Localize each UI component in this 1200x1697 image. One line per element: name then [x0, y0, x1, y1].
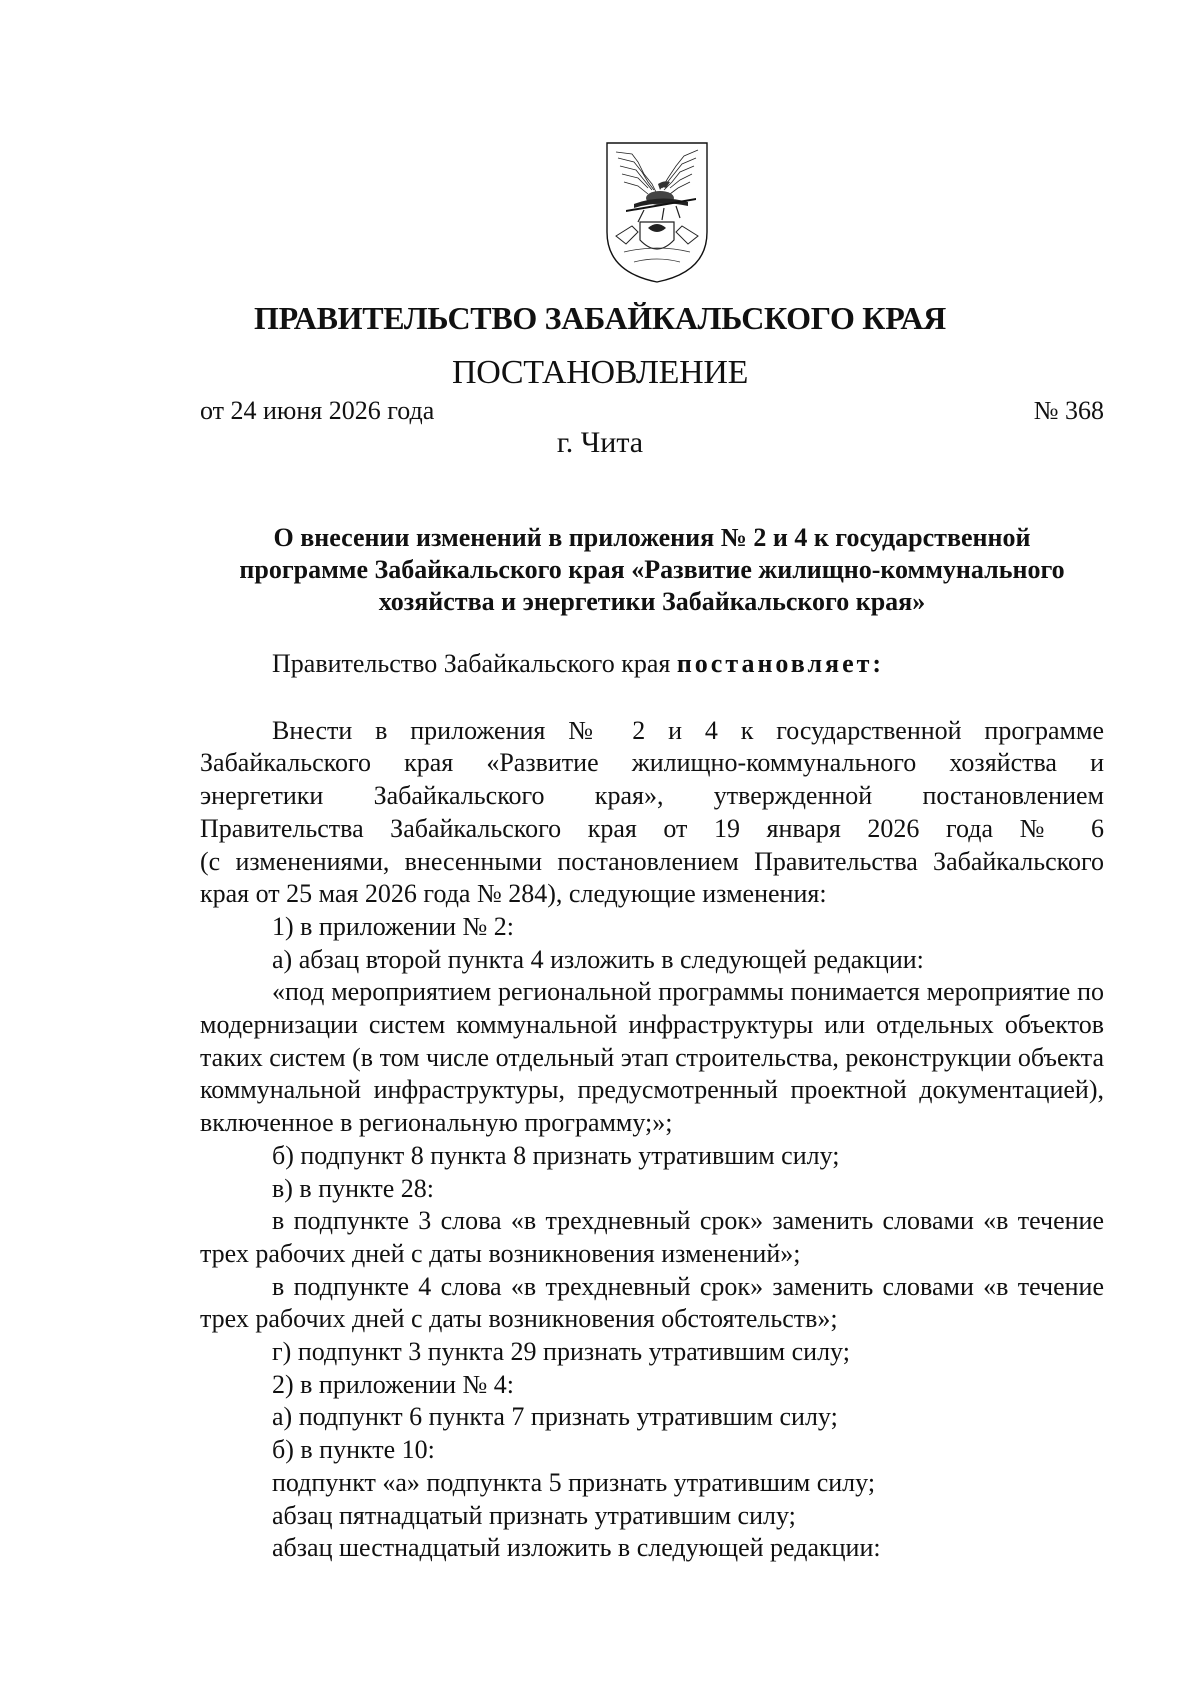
- list-item: абзац шестнадцатый изложить в следующей редакции:: [272, 1533, 881, 1563]
- title-line: программе Забайкальского края «Развитие жилищно-коммунального: [239, 555, 1065, 584]
- list-item: б) подпункт 8 пункта 8 признать утратившим силу;: [272, 1140, 840, 1170]
- list-item: а) подпункт 6 пункта 7 признать утратившим силу;: [272, 1402, 838, 1432]
- intro-line: (с изменениями, внесенными постановлением Правительства Забайкальского: [200, 846, 1104, 876]
- list-item: а) абзац второй пункта 4 изложить в следующей редакции:: [272, 944, 924, 974]
- list-item: 1) в приложении № 2:: [272, 911, 515, 941]
- document-city: г. Чита: [556, 426, 644, 459]
- intro-line: Забайкальского края «Развитие жилищно-коммунального хозяйства и: [200, 748, 1104, 778]
- preamble: [272, 648, 1104, 681]
- title-line: О внесении изменений в приложения № 2 и 4 к государственной: [273, 523, 1031, 552]
- list-item: г) подпункт 3 пункта 29 признать утратившим силу;: [272, 1337, 850, 1367]
- intro-line: Правительства Забайкальского края от 19 января 2026 года № 6: [200, 813, 1104, 843]
- intro-line: энергетики Забайкальского края», утвержденной постановлением: [200, 781, 1104, 811]
- list-item: в подпункте 3 слова «в трехдневный срок» заменить словами «в течение трех рабочих дней с даты возникновения изменений»;: [200, 1206, 1104, 1268]
- list-item: в) в пункте 28:: [272, 1173, 434, 1203]
- coat-of-arms-emblem: [604, 140, 710, 285]
- intro-line: края от 25 мая 2026 года № 284), следующие изменения:: [200, 879, 827, 909]
- quoted-text: «под мероприятием региональной программы понимается мероприятие по модернизации систем коммунальной инфраструктуры или отдельных объектов таких систем (в том числе отдельный этап строительства, реконструкции объекта коммунальной инфраструктуры, предусмотренный проектной документацией), включенное в региональную программу;»;: [200, 977, 1104, 1138]
- list-item: 2) в приложении № 4:: [272, 1369, 515, 1399]
- document-number: № 368: [1033, 396, 1104, 425]
- list-item: подпункт «а» подпункта 5 признать утратившим силу;: [272, 1467, 876, 1497]
- intro-line: Внести в приложения № 2 и 4 к государственной программе: [272, 715, 1104, 745]
- document-date: от 24 июня 2026 года: [200, 396, 435, 425]
- list-item: в подпункте 4 слова «в трехдневный срок» заменить словами «в течение трех рабочих дней с даты возникновения обстоятельств»;: [200, 1271, 1104, 1334]
- document-title: [200, 522, 1104, 618]
- document-body: [200, 648, 1104, 1565]
- list-item: б) в пункте 10:: [272, 1435, 435, 1465]
- document-type: ПОСТАНОВЛЕНИЕ: [451, 354, 749, 391]
- list-item: абзац пятнадцатый признать утратившим силу;: [272, 1500, 796, 1530]
- title-line: хозяйства и энергетики Забайкальского края»: [378, 587, 926, 616]
- preamble-text: Правительство Забайкальского края: [272, 649, 677, 678]
- organization-name: ПРАВИТЕЛЬСТВО ЗАБАЙКАЛЬСКОГО КРАЯ: [254, 300, 946, 336]
- preamble-emphasis: постановляет:: [676, 649, 885, 678]
